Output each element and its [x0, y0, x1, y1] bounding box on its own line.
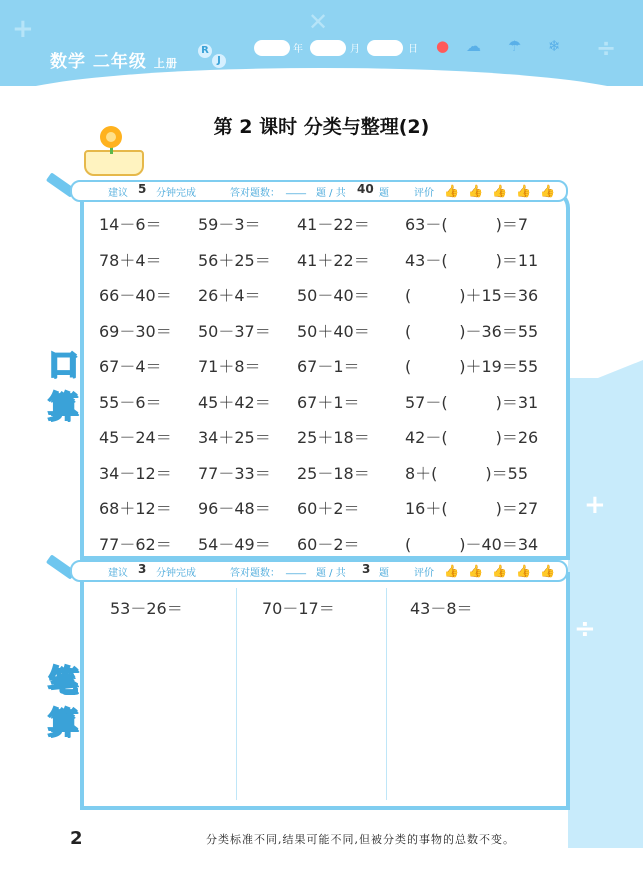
oral-problem: 41＋22＝: [297, 250, 370, 270]
divide-decoration-icon: ÷: [574, 614, 596, 644]
oral-problem: 78＋4＝: [99, 250, 162, 270]
oral-problem: 14－6＝: [99, 215, 162, 234]
oral-info-bar: [70, 180, 568, 202]
oral-problem: ( )＋19＝55: [405, 357, 539, 376]
book-illustration: [84, 150, 144, 176]
oral-problem: ( )＋15＝36: [405, 286, 539, 305]
thumb-icon[interactable]: 👍: [468, 564, 483, 578]
divide-decoration-icon: ÷: [596, 34, 617, 62]
oral-problem: 50－40＝: [297, 286, 370, 305]
column-divider: [236, 588, 237, 800]
oral-problem: 55－6＝: [99, 392, 162, 412]
thumb-icon[interactable]: 👍: [492, 184, 507, 198]
day-label: 日: [408, 44, 418, 55]
oral-problem: 50＋40＝: [297, 321, 370, 341]
grade-label: 二年级: [92, 52, 147, 72]
column-divider: [386, 588, 387, 800]
thumb-icon[interactable]: 👍: [444, 184, 459, 198]
year-label: 年: [293, 44, 303, 55]
month-label: 月: [350, 44, 360, 55]
plus-decoration-icon: +: [584, 490, 606, 520]
volume-label: 上册: [153, 57, 178, 70]
oral-problem: 43－( )＝11: [405, 250, 539, 270]
written-info-bar: [70, 560, 568, 582]
correct-blank[interactable]: ____: [286, 184, 306, 195]
month-field[interactable]: [310, 40, 346, 56]
oral-problem: 34－12＝: [99, 463, 172, 483]
oral-problem: 26＋4＝: [198, 286, 261, 305]
correct-label: 答对题数：: [230, 568, 280, 579]
suggest-label: 建议: [108, 568, 128, 579]
suggest-minutes: 5: [138, 182, 147, 196]
header-title: [50, 47, 178, 72]
oral-problem: 45－24＝: [99, 428, 172, 447]
suggest-minutes: 3: [138, 562, 147, 576]
thumb-icon[interactable]: 👍: [516, 184, 531, 198]
oral-problem: 63－( )＝7: [405, 215, 529, 234]
oral-problem: 69－30＝: [99, 321, 172, 341]
oral-problem: 34＋25＝: [198, 428, 271, 447]
total-count: 40: [357, 182, 374, 196]
written-problem-3: 43－8＝: [410, 599, 473, 618]
correct-label: 答对题数：: [230, 188, 280, 199]
oral-problem: 67－1＝: [297, 357, 360, 376]
oral-problem: 71＋8＝: [198, 357, 261, 376]
oral-problem: 57－( )＝31: [405, 392, 539, 412]
oral-problem: 67＋1＝: [297, 392, 360, 412]
oral-problem: 60－2＝: [297, 534, 360, 554]
slash-label: 题 / 共: [316, 568, 346, 579]
oral-problem: 60＋2＝: [297, 499, 360, 518]
oral-problem: 50－37＝: [198, 321, 271, 341]
flower-center: [106, 132, 116, 142]
rating-label: 评价: [414, 568, 434, 579]
oral-problem: 56＋25＝: [198, 250, 271, 270]
oral-problem: 42－( )＝26: [405, 428, 539, 447]
written-side-char-1: 笔: [48, 664, 78, 699]
oral-problem: 59－3＝: [198, 215, 261, 234]
thumb-icon[interactable]: 👍: [516, 564, 531, 578]
oral-problem: 68＋12＝: [99, 499, 172, 518]
cloudy-icon[interactable]: ☁: [466, 37, 481, 55]
oral-problem: 41－22＝: [297, 215, 370, 234]
written-problem-2: 70－17＝: [262, 599, 335, 618]
oral-problem: 67－4＝: [99, 357, 162, 376]
thumb-icon[interactable]: 👍: [444, 564, 459, 578]
thumb-icon[interactable]: 👍: [540, 564, 555, 578]
oral-side-char-1: 口: [48, 348, 78, 383]
day-field[interactable]: [367, 40, 403, 56]
slash-label: 题 / 共: [316, 188, 346, 199]
thumb-icon[interactable]: 👍: [540, 184, 555, 198]
minutes-suffix: 分钟完成: [156, 188, 196, 199]
snow-icon[interactable]: ❄: [548, 37, 561, 55]
footer-note: 分类标准不同,结果可能不同,但被分类的事物的总数不变。: [206, 833, 515, 846]
correct-blank[interactable]: ____: [286, 564, 306, 575]
subject-label: 数学: [50, 52, 86, 72]
rating-label: 评价: [414, 188, 434, 199]
sun-icon[interactable]: ●: [436, 37, 450, 55]
oral-problem: 96－48＝: [198, 499, 271, 518]
lesson-title: 第 2 课时 分类与整理(2): [213, 116, 430, 138]
total-count: 3: [362, 562, 371, 576]
oral-problem: ( )－36＝55: [405, 321, 539, 341]
written-side-char-2: 算: [48, 706, 78, 741]
oral-problem: 25－18＝: [297, 463, 370, 483]
oral-problem: 66－40＝: [99, 286, 172, 305]
oral-problem: 25＋18＝: [297, 428, 370, 447]
plus-decoration-icon: +: [12, 14, 34, 44]
total-suffix: 题: [379, 188, 389, 199]
rain-icon[interactable]: ☂: [508, 37, 522, 55]
oral-problem: 77－62＝: [99, 534, 172, 554]
oral-problem: ( )－40＝34: [405, 534, 539, 554]
year-field[interactable]: [254, 40, 290, 56]
minutes-suffix: 分钟完成: [156, 568, 196, 579]
page-number: 2: [70, 828, 83, 849]
oral-side-char-2: 算: [48, 390, 78, 425]
times-decoration-icon: ✕: [308, 8, 329, 36]
oral-problem: 45＋42＝: [198, 392, 271, 412]
oral-problem: 77－33＝: [198, 463, 271, 483]
side-decoration: [568, 378, 643, 848]
badge-r: R: [198, 44, 212, 58]
total-suffix: 题: [379, 568, 389, 579]
suggest-label: 建议: [108, 188, 128, 199]
oral-problem: 16＋( )＝27: [405, 499, 539, 518]
thumb-icon[interactable]: 👍: [492, 564, 507, 578]
thumb-icon[interactable]: 👍: [468, 184, 483, 198]
written-problem-1: 53－26＝: [110, 599, 183, 618]
oral-problem: 8＋( )＝55: [405, 463, 529, 483]
oral-problem: 54－49＝: [198, 534, 271, 554]
badge-j: J: [212, 54, 226, 68]
